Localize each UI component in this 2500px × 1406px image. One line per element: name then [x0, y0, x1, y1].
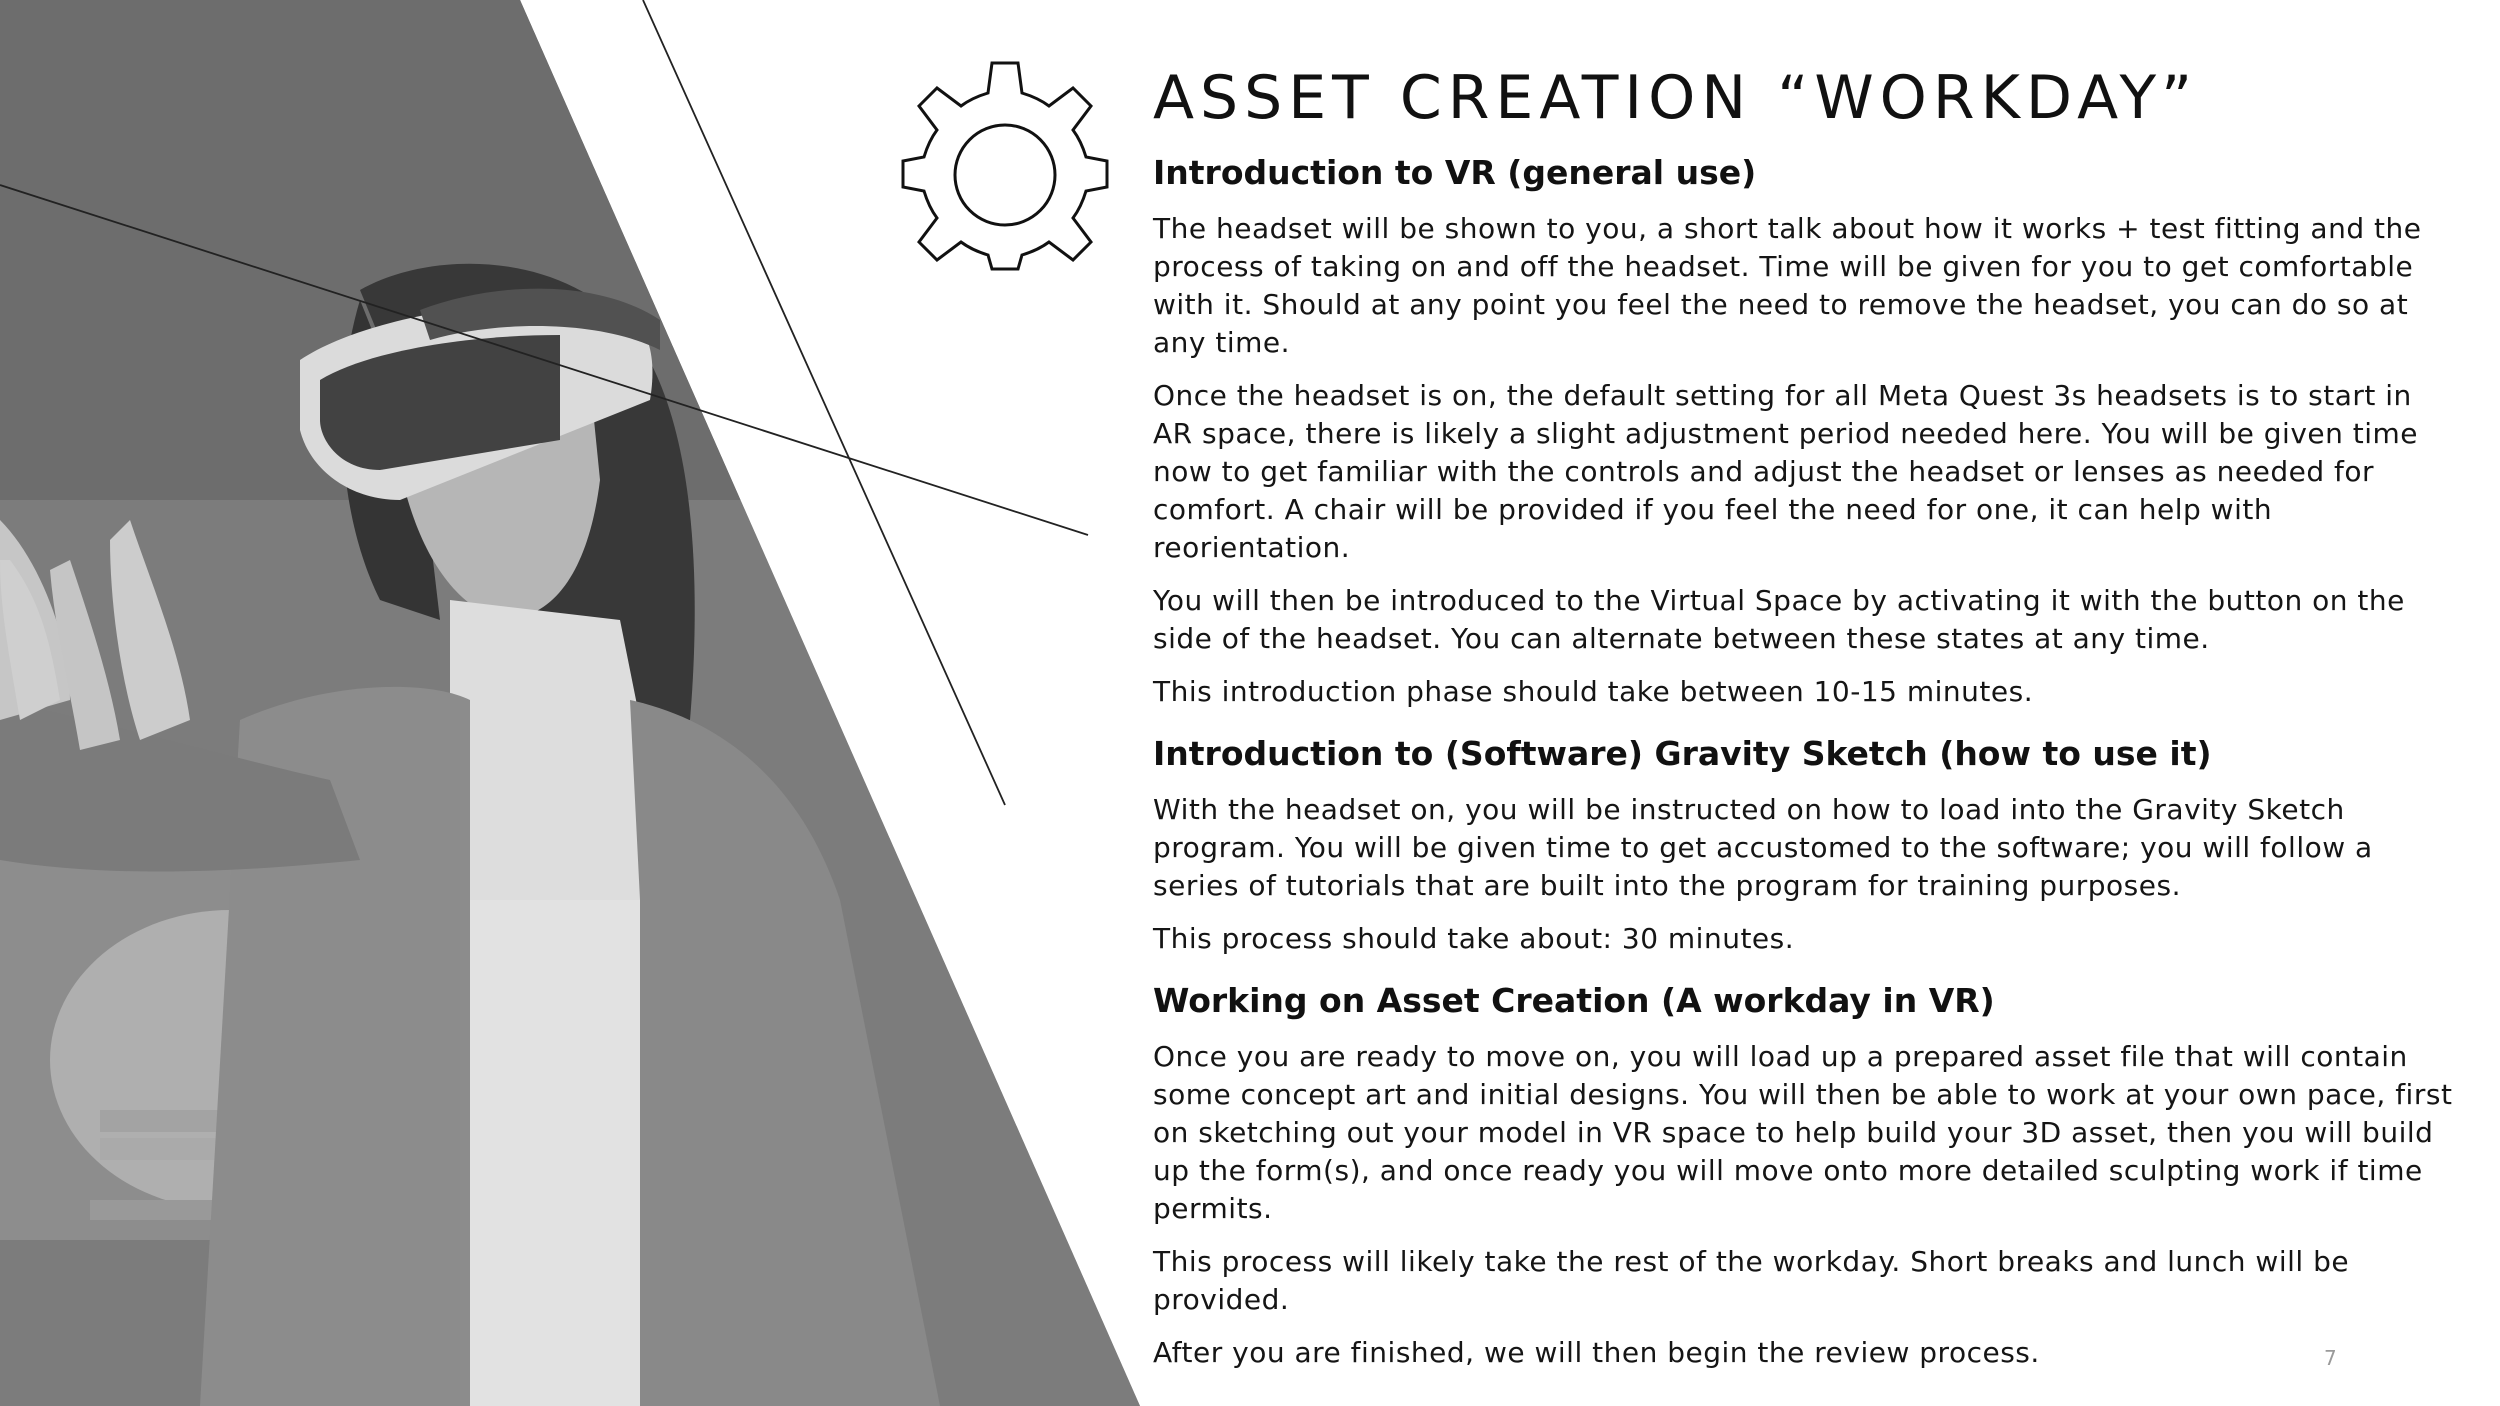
- paragraph: You will then be introduced to the Virtual Space by activating it with the button on the side of the headset. You can alternate between these states at any time.: [1153, 584, 2405, 655]
- paragraph: With the headset on, you will be instructed on how to load into the Gravity Sketch program. You will be given time to get accustomed to the software; you will follow a series of tutorials that are built into the program for training purposes.: [1153, 793, 2373, 902]
- paragraph: Once the headset is on, the default setting for all Meta Quest 3s headsets is to start in AR space, there is likely a slight adjustment period needed here. You will be given time now to get familiar with the controls and adjust the headset or lenses as needed for comfort. A chair will be provided if you feel the need for one, it can help with reorientation.: [1153, 379, 2419, 564]
- section-heading-gravity-sketch: Introduction to (Software) Gravity Sketch (how to use it): [1153, 734, 2212, 773]
- gear-icon: [895, 55, 1115, 275]
- content-area: [1153, 58, 2458, 1387]
- paragraph: Once you are ready to move on, you will load up a prepared asset file that will contain some concept art and initial designs. You will then be able to work at your own pace, first on sketching out your model in VR space to help build your 3D asset, then you will build up the form(s), and once ready you will move onto more detailed sculpting work if time permits.: [1153, 1040, 2453, 1225]
- paragraph: This process will likely take the rest of the workday. Short breaks and lunch will be provided.: [1153, 1245, 2350, 1316]
- paragraph: After you are finished, we will then begin the review process.: [1153, 1336, 2040, 1369]
- paragraph: This introduction phase should take between 10-15 minutes.: [1153, 675, 2034, 708]
- section-heading-asset-creation: Working on Asset Creation (A workday in VR): [1153, 981, 1995, 1020]
- page-title: ASSET CREATION “WORKDAY”: [1153, 63, 2199, 133]
- section-heading-intro-vr: Introduction to VR (general use): [1153, 153, 1757, 192]
- paragraph: This process should take about: 30 minutes.: [1153, 922, 1795, 955]
- paragraph: The headset will be shown to you, a short talk about how it works + test fitting and the process of taking on and off the headset. Time will be given for you to get comfortable with it. Should at any point you feel the need to remove the headset, you can do so at any time.: [1153, 212, 2422, 359]
- page-number: 7: [2324, 1346, 2337, 1370]
